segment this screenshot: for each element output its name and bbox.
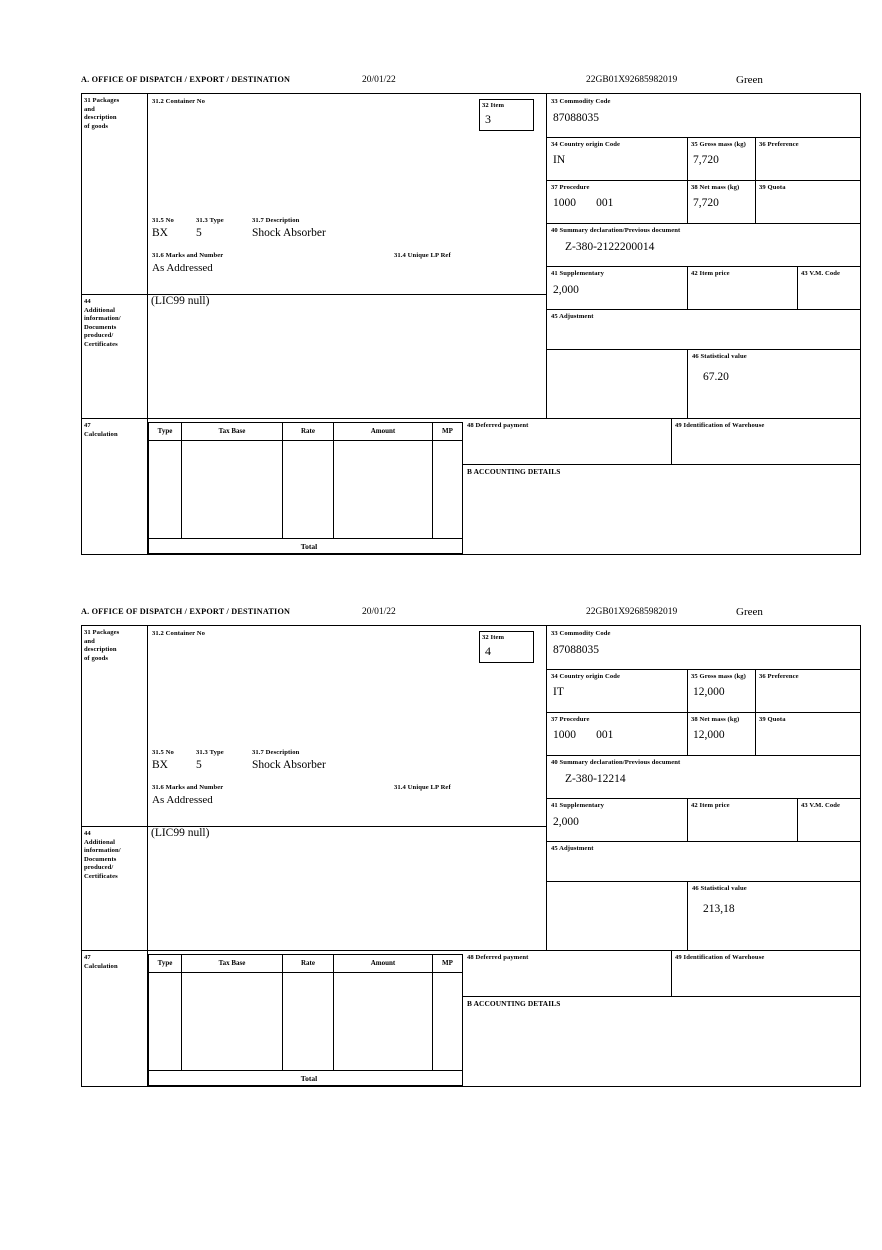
box47-col-amount: Amount [370, 427, 396, 435]
box47-col-amount: Amount [370, 959, 396, 967]
movement-reference-number: 22GB01X92685982019 [586, 607, 678, 617]
box33-label: 33 Commodity Code [551, 98, 611, 105]
sad-form-item-3 [81, 75, 861, 555]
box47-label-line1: 47 [84, 422, 91, 429]
box47-total-label: Total [300, 1074, 318, 1083]
box42-label: 42 Item price [691, 270, 730, 277]
box31-6-value: As Addressed [152, 794, 213, 806]
box47-calculation-table [148, 954, 463, 1086]
form-header [81, 75, 861, 93]
box49-label: 49 Identification of Warehouse [675, 422, 765, 429]
box44-label-line3: information/ [84, 847, 121, 855]
box44-label-line6: Certificates [84, 872, 118, 880]
box31-label-line2: and [84, 105, 95, 113]
clearance-lane: Green [736, 606, 763, 618]
box47-col-rate: Rate [301, 959, 315, 967]
box44-label-line4: Documents [84, 323, 117, 331]
movement-reference-number: 22GB01X92685982019 [586, 75, 678, 85]
box44-label-line4: Documents [84, 855, 117, 863]
box31-3-label: 31.3 Type [196, 749, 224, 756]
box32-label: 32 Item [482, 102, 505, 109]
box46-value: 213,18 [703, 903, 735, 915]
box31-3-value: 5 [196, 759, 202, 771]
box40-label: 40 Summary declaration/Previous document [551, 759, 681, 766]
declaration-date: 20/01/22 [362, 607, 396, 617]
box38-label: 38 Net mass (kg) [691, 716, 740, 723]
box47-label [84, 422, 146, 439]
box41-label: 41 Supplementary [551, 802, 605, 809]
box44-label-line6: Certificates [84, 340, 118, 348]
box31-label-line4: of goods [84, 122, 109, 130]
box33-value: 87088035 [553, 112, 599, 124]
box31-label-line2: and [84, 637, 95, 645]
box34-label: 34 Country origin Code [551, 141, 621, 148]
box31-label-line3: description [84, 646, 117, 654]
box47-col-type: Type [157, 427, 173, 435]
box31-4-label: 31.4 Unique LP Ref [394, 784, 451, 791]
box31-6-value: As Addressed [152, 262, 213, 274]
box32-label: 32 Item [482, 634, 505, 641]
box40-value: Z-380-12214 [565, 773, 626, 785]
box31-label-line1: 31 Packages [84, 629, 120, 636]
box47-label [84, 954, 146, 971]
box44-value: (LIC99 null) [151, 295, 210, 307]
office-of-dispatch-label: A. OFFICE OF DISPATCH / EXPORT / DESTINATION [81, 607, 291, 616]
box31-7-label: 31.7 Description [252, 749, 300, 756]
box43-label: 43 V.M. Code [801, 270, 841, 277]
box37-value: 1000 001 [553, 729, 614, 741]
box31-4-label: 31.4 Unique LP Ref [394, 252, 451, 259]
box31-label-line1: 31 Packages [84, 97, 120, 104]
box31-5-value: BX [152, 759, 168, 771]
box44-label-line1: 44 [84, 298, 91, 305]
box37-label: 37 Procedure [551, 184, 590, 191]
box41-value: 2,000 [553, 284, 579, 296]
box31-7-value: Shock Absorber [252, 759, 326, 771]
box33-label: 33 Commodity Code [551, 630, 611, 637]
box31-label-line4: of goods [84, 654, 109, 662]
box38-value: 12,000 [693, 729, 725, 741]
box35-label: 35 Gross mass (kg) [691, 141, 746, 148]
box44-label-line1: 44 [84, 830, 91, 837]
box32-item [479, 631, 534, 663]
box39-label: 39 Quota [759, 184, 786, 191]
box38-label: 38 Net mass (kg) [691, 184, 740, 191]
box31-6-label: 31.6 Marks and Number [152, 252, 224, 259]
boxB-label: B ACCOUNTING DETAILS [467, 468, 561, 476]
box46-label: 46 Statistical value [692, 353, 747, 360]
box31-5-label: 31.5 No [152, 217, 174, 224]
box31-6-label: 31.6 Marks and Number [152, 784, 224, 791]
box34-label: 34 Country origin Code [551, 673, 621, 680]
box40-value: Z-380-2122200014 [565, 241, 655, 253]
box34-value: IN [553, 154, 566, 166]
box49-label: 49 Identification of Warehouse [675, 954, 765, 961]
form-header [81, 607, 861, 625]
box45-label: 45 Adjustment [551, 313, 594, 320]
box47-label-line2: Calculation [84, 430, 118, 438]
box47-label-line2: Calculation [84, 962, 118, 970]
box47-col-type: Type [157, 959, 173, 967]
box31-3-value: 5 [196, 227, 202, 239]
box41-label: 41 Supplementary [551, 270, 605, 277]
office-of-dispatch-label: A. OFFICE OF DISPATCH / EXPORT / DESTINATION [81, 75, 291, 84]
box35-value: 7,720 [693, 154, 719, 166]
box44-label [84, 298, 146, 350]
box33-value: 87088035 [553, 644, 599, 656]
box46-label: 46 Statistical value [692, 885, 747, 892]
box35-value: 12,000 [693, 686, 725, 698]
box42-label: 42 Item price [691, 802, 730, 809]
box47-col-tax-base: Tax Base [218, 959, 246, 967]
box31-5-label: 31.5 No [152, 749, 174, 756]
box31-label [84, 97, 146, 131]
box47-col-tax-base: Tax Base [218, 427, 246, 435]
box44-label-line2: Additional [84, 306, 116, 314]
box35-label: 35 Gross mass (kg) [691, 673, 746, 680]
box36-label: 36 Preference [759, 141, 799, 148]
box32-value: 3 [485, 111, 491, 126]
clearance-lane: Green [736, 74, 763, 86]
box31-7-value: Shock Absorber [252, 227, 326, 239]
box44-label-line5: produced/ [84, 332, 114, 340]
box40-label: 40 Summary declaration/Previous document [551, 227, 681, 234]
box31-7-label: 31.7 Description [252, 217, 300, 224]
declaration-date: 20/01/22 [362, 75, 396, 85]
box34-value: IT [553, 686, 564, 698]
box48-label: 48 Deferred payment [467, 422, 529, 429]
box37-label: 37 Procedure [551, 716, 590, 723]
box37-value: 1000 001 [553, 197, 614, 209]
box43-label: 43 V.M. Code [801, 802, 841, 809]
box31-2-container-label: 31.2 Container No [152, 630, 206, 637]
box32-item [479, 99, 534, 131]
sad-form-item-4 [81, 607, 861, 1087]
box31-3-label: 31.3 Type [196, 217, 224, 224]
boxB-label: B ACCOUNTING DETAILS [467, 1000, 561, 1008]
box31-2-container-label: 31.2 Container No [152, 98, 206, 105]
box46-value: 67.20 [703, 371, 729, 383]
box31-label [84, 629, 146, 663]
box47-label-line1: 47 [84, 954, 91, 961]
box48-label: 48 Deferred payment [467, 954, 529, 961]
box45-label: 45 Adjustment [551, 845, 594, 852]
box38-value: 7,720 [693, 197, 719, 209]
box32-value: 4 [485, 643, 491, 658]
box44-value: (LIC99 null) [151, 827, 210, 839]
box41-value: 2,000 [553, 816, 579, 828]
box47-col-rate: Rate [301, 427, 315, 435]
box39-label: 39 Quota [759, 716, 786, 723]
box31-5-value: BX [152, 227, 168, 239]
box47-total-label: Total [300, 542, 318, 551]
box47-col-mp: MP [442, 959, 453, 967]
sad-box-outer [81, 93, 861, 555]
box36-label: 36 Preference [759, 673, 799, 680]
box44-label-line5: produced/ [84, 864, 114, 872]
box47-calculation-table [148, 422, 463, 554]
sad-box-outer [81, 625, 861, 1087]
box44-label-line3: information/ [84, 315, 121, 323]
box44-label-line2: Additional [84, 838, 116, 846]
box44-label [84, 830, 146, 882]
box31-label-line3: description [84, 114, 117, 122]
box47-col-mp: MP [442, 427, 453, 435]
